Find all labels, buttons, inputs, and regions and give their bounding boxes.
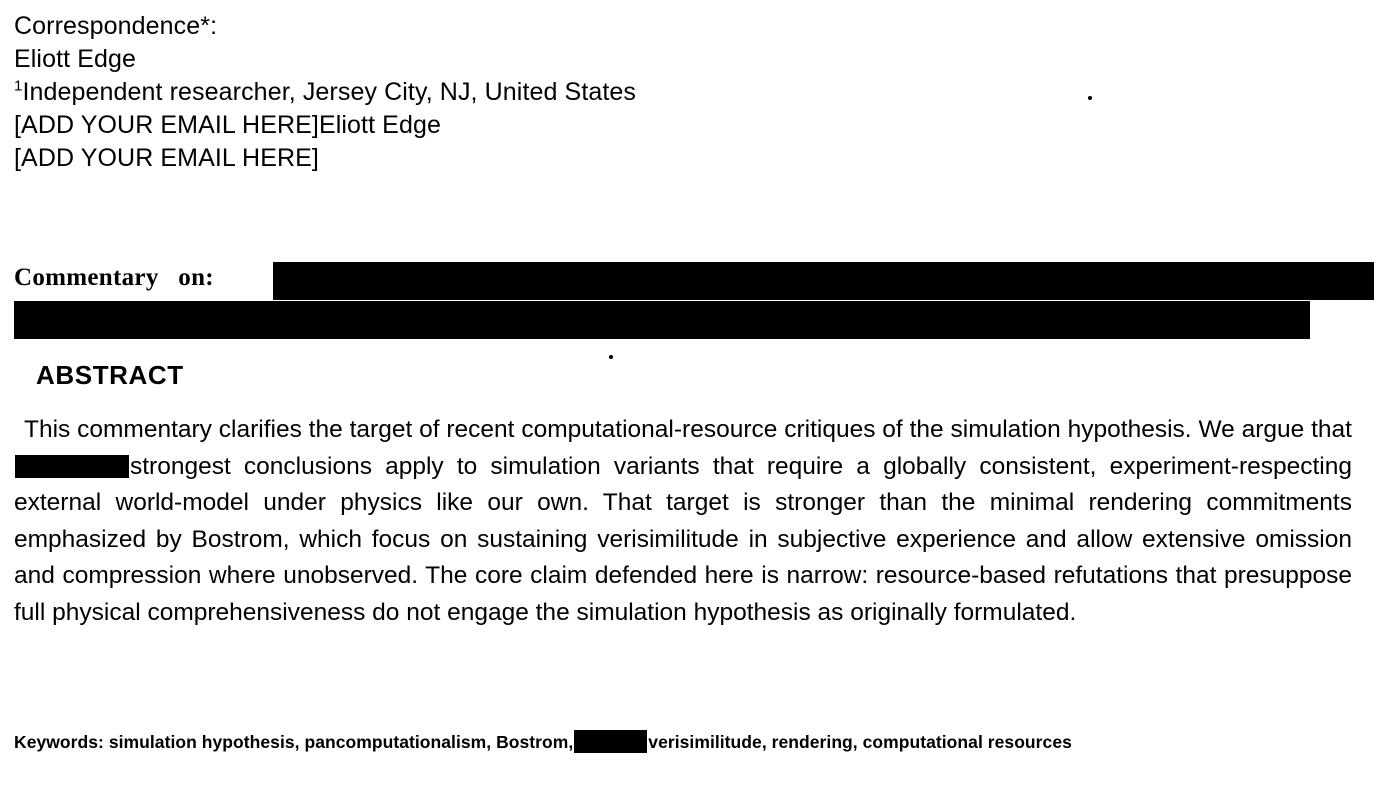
abstract-heading: ABSTRACT [36, 360, 184, 390]
correspondence-block [14, 10, 636, 175]
keywords-line [14, 730, 1072, 754]
stray-dot-mark [1088, 96, 1092, 100]
correspondence-label: Correspondence*: [14, 12, 218, 40]
commentary-on-row [14, 262, 1374, 300]
redacted-title-bar-1 [273, 262, 1374, 300]
correspondence-email-line-2: [ADD YOUR EMAIL HERE] [14, 144, 319, 172]
correspondence-affiliation-line [14, 76, 636, 109]
abstract-body [14, 412, 1352, 631]
stray-dot-mark-2 [609, 355, 613, 359]
abstract-text-part-1: This commentary clarifies the target of recent computational-resource critiques of the simulation hypothesis. We argue that [24, 416, 1352, 443]
keywords-part-1: simulation hypothesis, pancomputationalism, Bostrom, [103, 732, 574, 752]
abstract-text-part-2: strongest conclusions apply to simulation variants that require a globally consistent, experiment-respecting external world-model under physics like our own. That target is stronger than the minimal rendering commitments emphasized by Bostrom, which focus on sustaining verisimilitude in subjective experience and allow extensive omission and compression where unobserved. The core claim defended here is narrow: resource-based refutations that presuppose full physical comprehensiveness do not engage the simulation hypothesis as originally formulated. [14, 452, 1352, 626]
redacted-inline-word [15, 455, 129, 478]
keywords-label: Keywords: [14, 732, 104, 752]
affiliation-marker: 1 [14, 77, 23, 95]
redacted-keyword [574, 730, 647, 753]
correspondence-email-line-1: [ADD YOUR EMAIL HERE]Eliott Edge [14, 111, 441, 139]
redacted-title-bar-2 [14, 301, 1310, 339]
affiliation-text: Independent researcher, Jersey City, NJ, United States [22, 78, 637, 106]
correspondence-author-name: Eliott Edge [14, 45, 137, 73]
keywords-part-2: verisimilitude, rendering, computational resources [648, 732, 1072, 752]
commentary-on-label: Commentary on: [14, 264, 214, 291]
